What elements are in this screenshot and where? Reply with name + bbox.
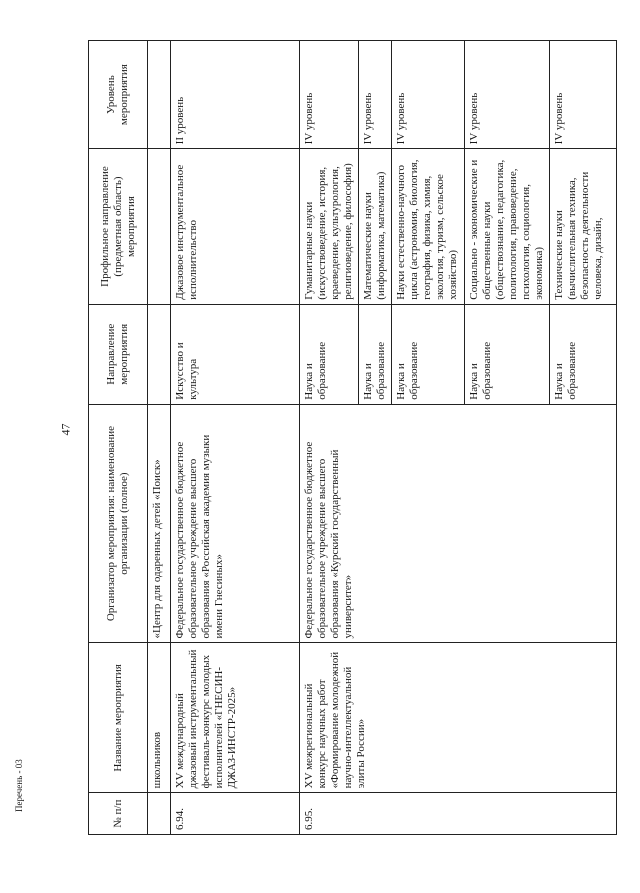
cell-level: IV уровень	[465, 41, 550, 149]
cell-level: II уровень	[171, 41, 300, 149]
cell-level: IV уровень	[300, 41, 359, 149]
cell-profile: Гуманитарные науки (искусствоведение, история, краеведение, культурология, религиоведение, философия)	[300, 149, 359, 304]
cell-level	[148, 41, 171, 149]
header-direction: Направление мероприятия	[89, 304, 148, 404]
cell-profile	[148, 149, 171, 304]
cell-direction: Наука и образование	[392, 304, 465, 404]
cell-num	[148, 793, 171, 835]
cell-direction: Наука и образование	[300, 304, 359, 404]
page-number: 47	[58, 423, 73, 436]
cell-profile: Технические науки (вычислительная техника, безопасность деятельности человека, дизайн,	[550, 149, 617, 304]
footer-note: Перечень - 03	[14, 759, 24, 812]
header-level: Уровень мероприятия	[89, 41, 148, 149]
cell-name: школьников	[148, 643, 171, 793]
cell-direction: Наука и образование	[550, 304, 617, 404]
table-row	[148, 41, 171, 835]
cell-organizer: Федеральное государственное бюджетное образовательное учреждение высшего образования «Курский государственный университет»	[300, 404, 617, 643]
table-row	[171, 41, 300, 835]
cell-profile: Джазовое инструментальное исполнительство	[171, 149, 300, 304]
cell-direction: Искусство и культура	[171, 304, 300, 404]
header-profile: Профильное направление (предметная область) мероприятия	[89, 149, 148, 304]
cell-level: IV уровень	[550, 41, 617, 149]
cell-organizer: Федеральное государственное бюджетное образовательное учреждение высшего образования «Российская академия музыки имени Гнесиных»	[171, 404, 300, 643]
cell-direction	[148, 304, 171, 404]
cell-num: 6.94.	[171, 793, 300, 835]
cell-level: IV уровень	[392, 41, 465, 149]
header-organizer: Организатор мероприятия: наименование организации (полное)	[89, 404, 148, 643]
cell-level: IV уровень	[359, 41, 392, 149]
document-sheet	[88, 40, 640, 835]
cell-profile: Социально - экономические и общественные науки (обществознание, педагогика, политология, правоведение, психология, социология, экономика)	[465, 149, 550, 304]
cell-name: XV международный джазовый инструментальный фестиваль-конкурс молодых исполнителей «ГНЕСИН-ДЖАЗ-ИНСТР-2025»	[171, 643, 300, 793]
cell-profile: Науки естественно-научного цикла (астрономия, биология, география, физика, химия, экология, туризм, сельское хозяйство)	[392, 149, 465, 304]
header-num: № п/п	[89, 793, 148, 835]
events-table	[88, 40, 617, 835]
cell-profile: Математические науки (информатика, математика)	[359, 149, 392, 304]
cell-num: 6.95.	[300, 793, 617, 835]
cell-organizer: «Центр для одаренных детей «Поиск»	[148, 404, 171, 643]
header-name: Название мероприятия	[89, 643, 148, 793]
cell-direction: Наука и образование	[359, 304, 392, 404]
header-row	[89, 41, 148, 835]
table-row	[300, 41, 359, 835]
cell-direction: Наука и образование	[465, 304, 550, 404]
cell-name: XV межрегиональный конкурс научных работ «Формирование молодежной научно-интеллектуальной элиты России»	[300, 643, 617, 793]
